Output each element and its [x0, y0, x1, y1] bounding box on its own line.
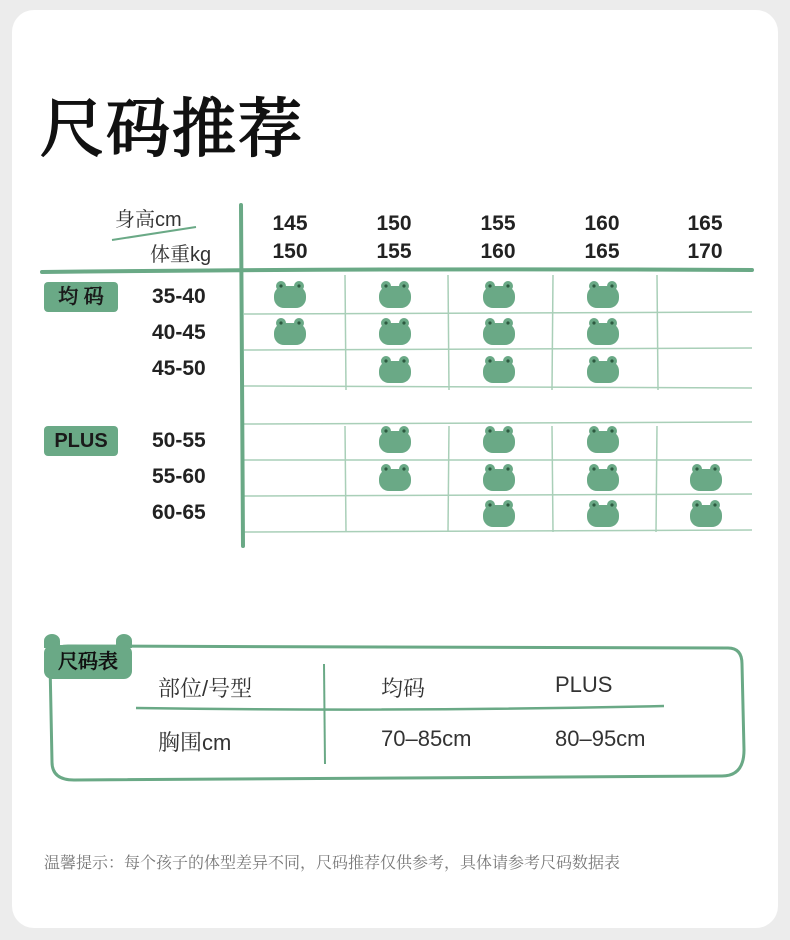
fit-mark-icon	[379, 318, 411, 345]
fit-mark-icon	[587, 281, 619, 308]
fit-mark-icon	[483, 500, 515, 527]
column-header-top: 145	[272, 212, 308, 235]
fit-mark-icon	[483, 426, 515, 453]
fit-mark-icon	[379, 426, 411, 453]
size-table-row-chest: 胸围cm	[158, 730, 232, 755]
fit-mark-icon	[379, 281, 411, 308]
row-label: 35-40	[152, 285, 206, 308]
fit-mark-icon	[587, 464, 619, 491]
fit-mark-icon	[587, 500, 619, 527]
axis-divider	[112, 227, 196, 240]
row-label: 50-55	[152, 429, 206, 452]
regular-size-tag: 均 码	[44, 282, 118, 312]
size-table-header-regular: 均码	[381, 676, 426, 701]
height-axis-label: 身高cm	[115, 209, 182, 231]
row-label: 55-60	[152, 465, 206, 488]
column-header-top: 160	[584, 212, 620, 235]
size-table-value-regular: 70–85cm	[381, 726, 472, 751]
size-table-tag: 尺码表	[44, 645, 132, 679]
fit-mark-icon	[379, 356, 411, 383]
size-table-divider	[324, 664, 325, 764]
column-header-bottom: 165	[584, 240, 620, 263]
fit-mark-icon	[274, 318, 306, 345]
page-title: 尺码推荐	[40, 93, 304, 167]
tip-note: 温馨提示：每个孩子的体型差异不同，尺码推荐仅供参考，具体请参考尺码数据表	[44, 855, 621, 872]
plus-size-tag: PLUS	[44, 426, 118, 456]
fit-mark-icon	[274, 281, 306, 308]
column-header-bottom: 170	[687, 240, 723, 263]
fit-mark-icon	[483, 281, 515, 308]
fit-mark-icon	[587, 318, 619, 345]
size-table-value-plus: 80–95cm	[555, 726, 646, 751]
grid-lines	[244, 275, 752, 532]
column-header-top: 155	[480, 212, 516, 235]
mark-layer	[274, 281, 722, 527]
column-header-top: 165	[687, 212, 723, 235]
row-label: 60-65	[152, 501, 206, 524]
row-label: 40-45	[152, 321, 206, 344]
horizontal-axis	[42, 269, 752, 272]
fit-mark-icon	[483, 356, 515, 383]
size-table-header-part: 部位/号型	[158, 676, 253, 701]
vertical-axis	[241, 205, 243, 546]
column-header-top: 150	[376, 212, 412, 235]
fit-mark-icon	[483, 318, 515, 345]
fit-mark-icon	[587, 426, 619, 453]
fit-mark-icon	[483, 464, 515, 491]
fit-mark-icon	[690, 464, 722, 491]
size-table-header-plus: PLUS	[555, 672, 613, 697]
column-header-bottom: 160	[480, 240, 516, 263]
size-table-frame	[50, 646, 744, 780]
fit-mark-icon	[690, 500, 722, 527]
column-header-bottom: 155	[376, 240, 412, 263]
row-label: 45-50	[152, 357, 206, 380]
fit-mark-icon	[587, 356, 619, 383]
size-table-header-rule	[136, 706, 664, 710]
fit-mark-icon	[379, 464, 411, 491]
column-header-bottom: 150	[272, 240, 308, 263]
weight-axis-label: 体重kg	[150, 244, 212, 266]
